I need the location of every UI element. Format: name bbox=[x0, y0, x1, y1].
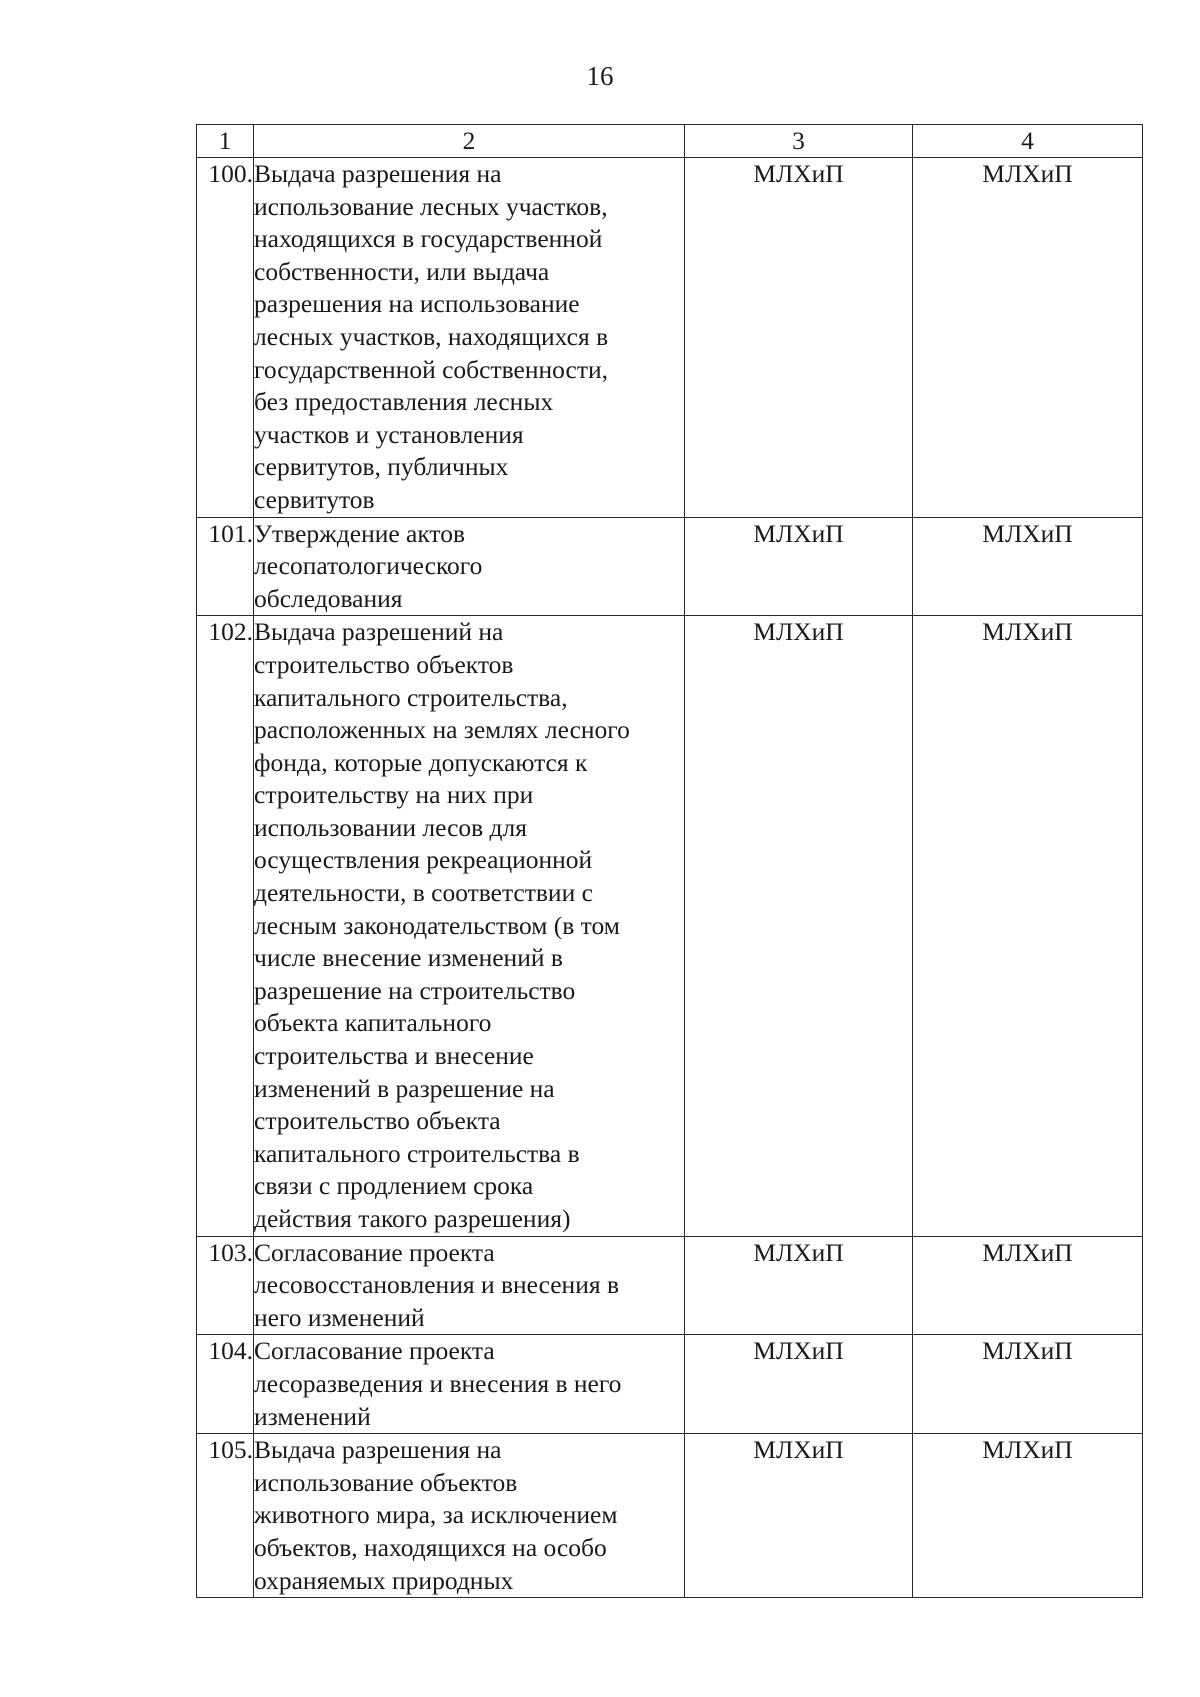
table-row bbox=[197, 616, 1143, 1236]
authority-col3: МЛХиП bbox=[685, 1434, 913, 1598]
authority-col4: МЛХиП bbox=[913, 616, 1143, 1236]
authority-col3: МЛХиП bbox=[685, 1236, 913, 1335]
authority-col3: МЛХиП bbox=[685, 158, 913, 518]
column-header-4: 4 bbox=[913, 125, 1143, 158]
table-row bbox=[197, 517, 1143, 616]
row-number: 100. bbox=[197, 158, 254, 518]
column-header-1: 1 bbox=[197, 125, 254, 158]
table-header-row bbox=[197, 125, 1143, 158]
row-number: 104. bbox=[197, 1335, 254, 1434]
authority-col3: МЛХиП bbox=[685, 1335, 913, 1434]
table-row bbox=[197, 158, 1143, 518]
table-row bbox=[197, 1335, 1143, 1434]
service-name: Согласование проекта лесоразведения и внесения в него изменений bbox=[254, 1335, 685, 1434]
row-number: 102. bbox=[197, 616, 254, 1236]
service-name: Выдача разрешения на использование лесных участков, находящихся в государственной собственности, или выдача разрешения на использование лесных участков, находящихся в государственной собственности, без предоставления лесных участков и установления сервитутов, публичных сервитутов bbox=[254, 158, 685, 518]
authority-col3: МЛХиП bbox=[685, 616, 913, 1236]
column-header-2: 2 bbox=[254, 125, 685, 158]
page-number: 16 bbox=[586, 61, 614, 91]
service-name: Согласование проекта лесовосстановления и внесения в него изменений bbox=[254, 1236, 685, 1335]
service-name: Выдача разрешения на использование объектов животного мира, за исключением объектов, находящихся на особо охраняемых природных bbox=[254, 1434, 685, 1598]
authority-col4: МЛХиП bbox=[913, 1236, 1143, 1335]
service-name: Утверждение актов лесопатологического обследования bbox=[254, 517, 685, 616]
column-header-3: 3 bbox=[685, 125, 913, 158]
authority-col4: МЛХиП bbox=[913, 517, 1143, 616]
authority-col4: МЛХиП bbox=[913, 1434, 1143, 1598]
authority-col4: МЛХиП bbox=[913, 158, 1143, 518]
row-number: 103. bbox=[197, 1236, 254, 1335]
row-number: 101. bbox=[197, 517, 254, 616]
authority-col4: МЛХиП bbox=[913, 1335, 1143, 1434]
service-name: Выдача разрешений на строительство объектов капитального строительства, расположенных на землях лесного фонда, которые допускаются к строительству на них при использовании лесов для осуществления рекреационной деятельности, в соответствии с лесным законодательством (в том числе внесение изменений в разрешение на строительство объекта капитального строительства и внесение изменений в разрешение на строительство объекта капитального строительства в связи с продлением срока действия такого разрешения) bbox=[254, 616, 685, 1236]
table-row bbox=[197, 1236, 1143, 1335]
services-table bbox=[196, 124, 1143, 1598]
row-number: 105. bbox=[197, 1434, 254, 1598]
table-row bbox=[197, 1434, 1143, 1598]
authority-col3: МЛХиП bbox=[685, 517, 913, 616]
